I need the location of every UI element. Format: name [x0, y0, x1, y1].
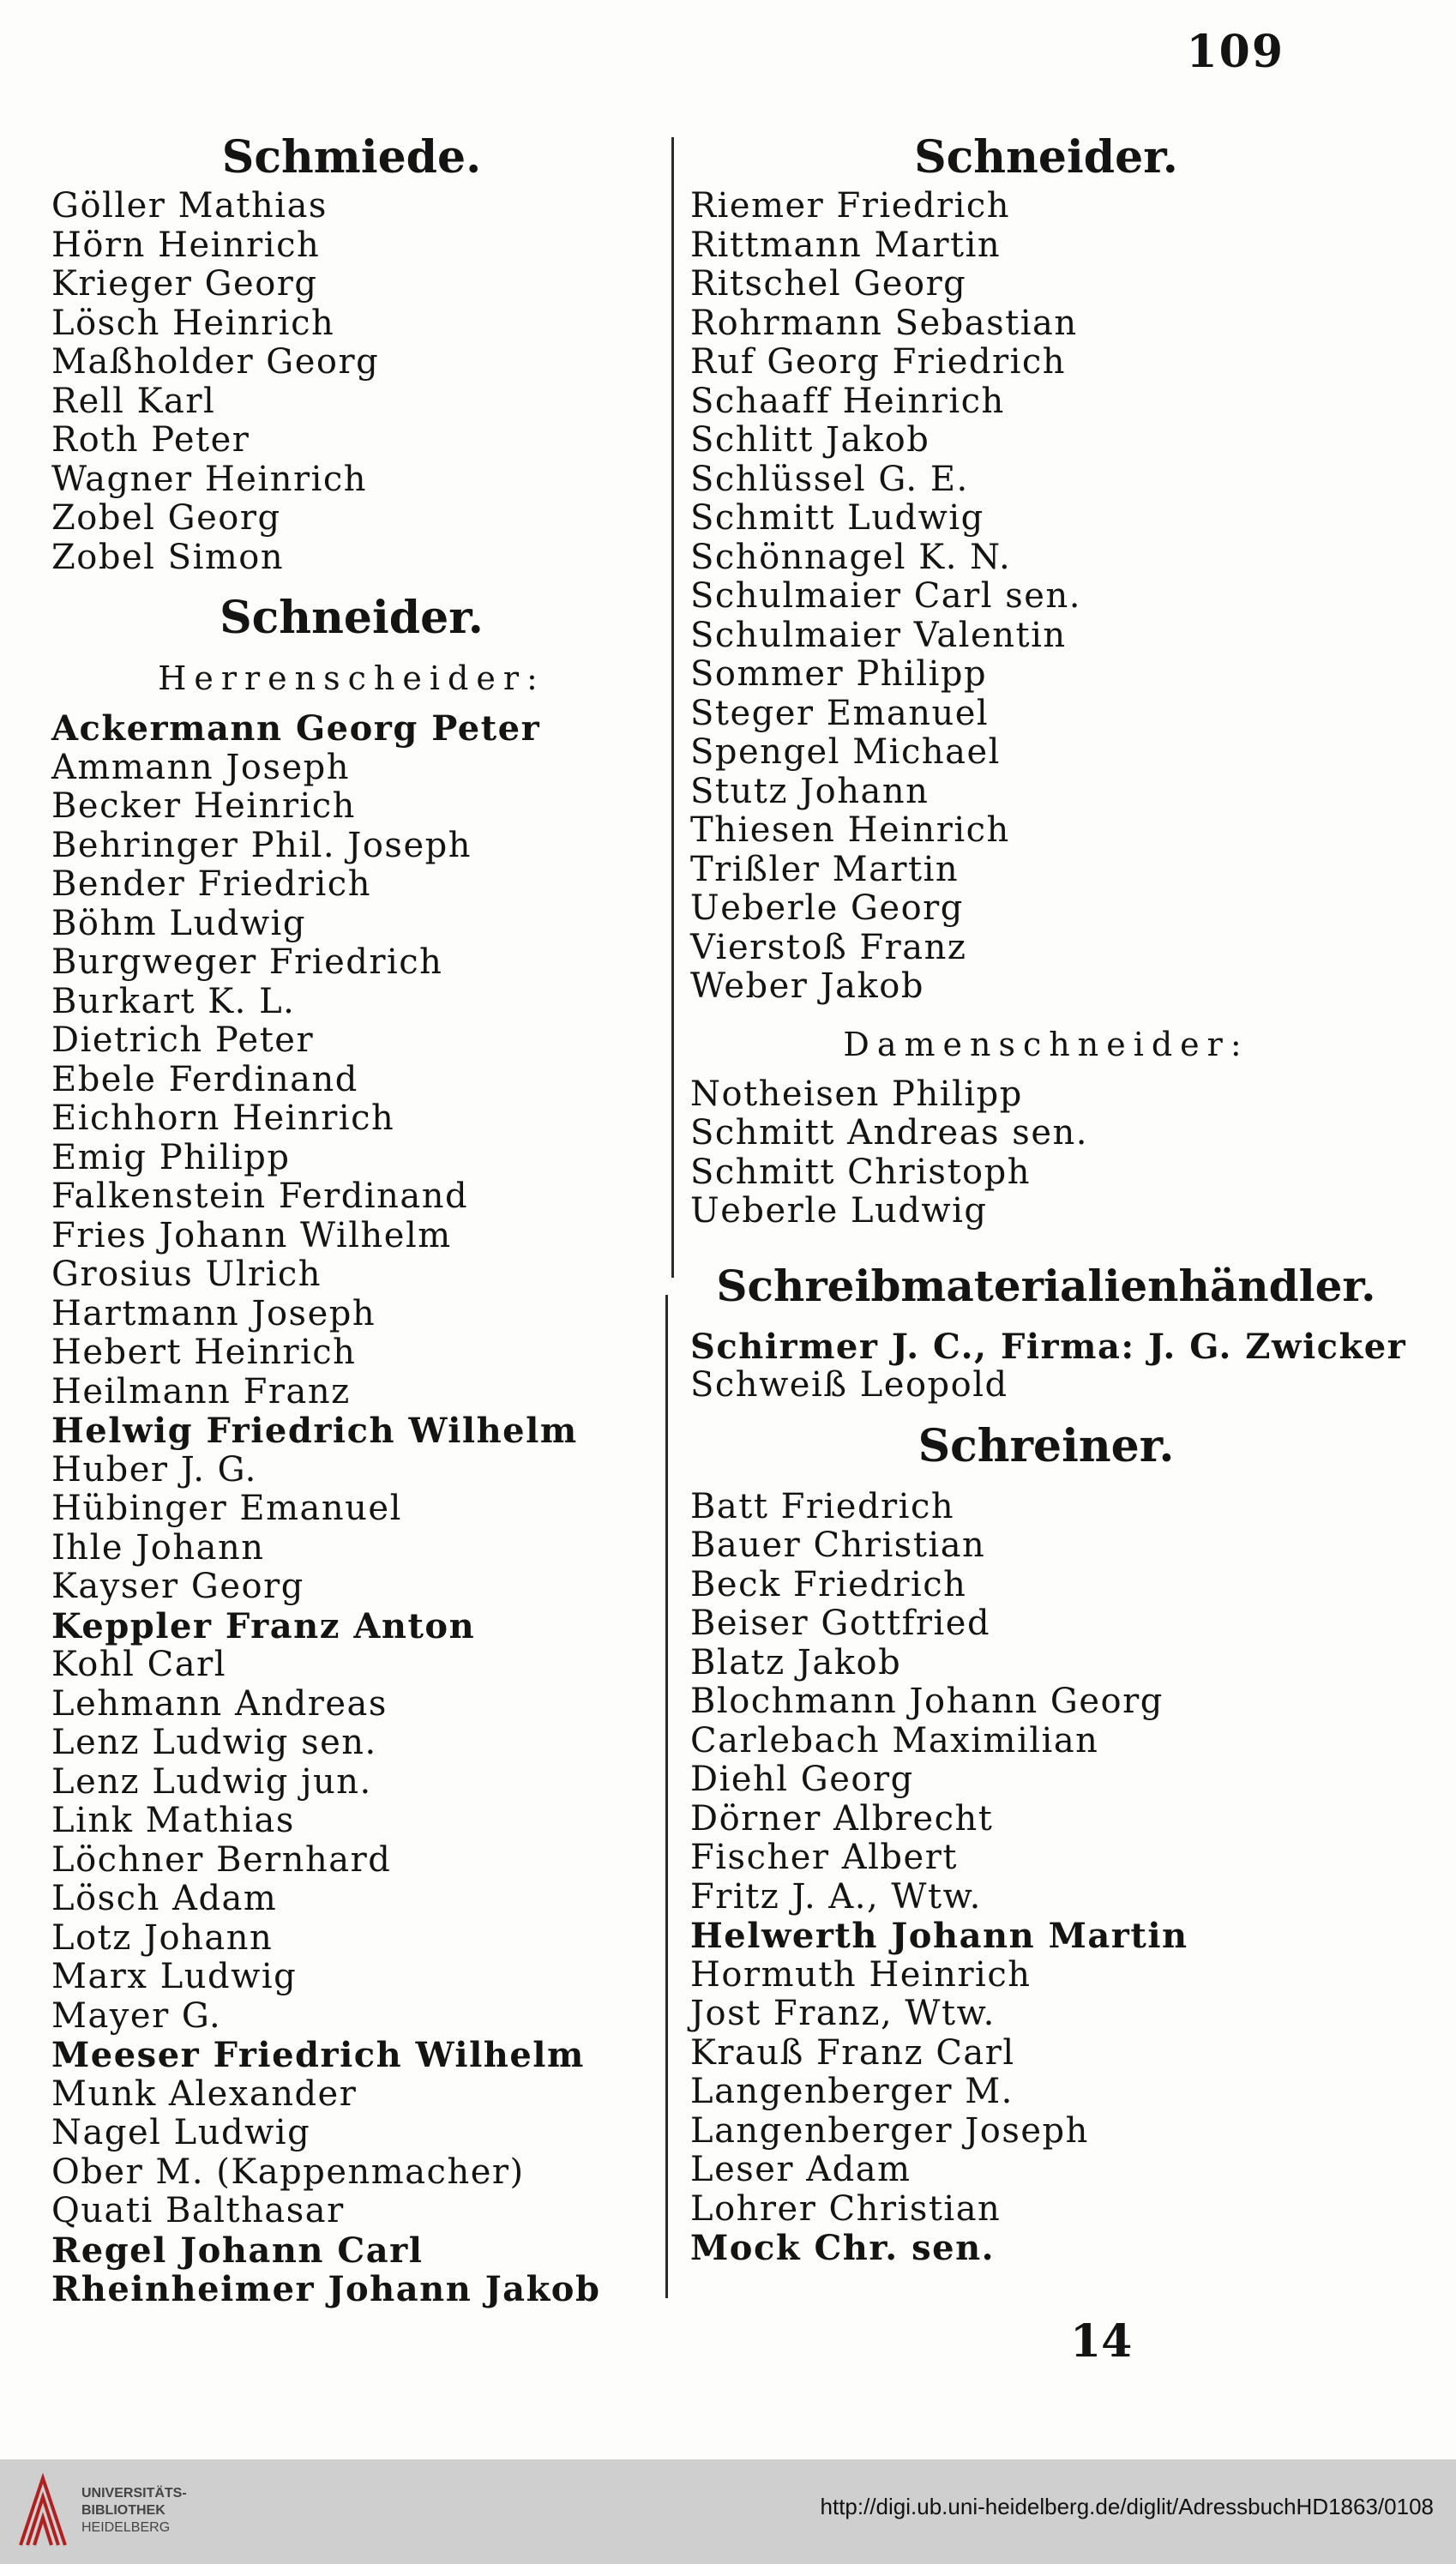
- directory-entry: Dietrich Peter: [51, 1020, 315, 1060]
- library-seal-icon: [15, 2471, 70, 2550]
- directory-entry: Meeser Friedrich Wilhelm: [51, 2035, 585, 2075]
- directory-entry: Wagner Heinrich: [51, 459, 368, 499]
- directory-entry: Ebele Ferdinand: [51, 1059, 358, 1099]
- directory-entry: Schlitt Jakob: [690, 420, 930, 460]
- directory-entry: Heilmann Franz: [51, 1371, 351, 1411]
- section-heading-schneider: Schneider.: [220, 592, 484, 644]
- directory-entry: Lotz Johann: [51, 1917, 274, 1958]
- column-divider-lower: [665, 1295, 668, 2298]
- left-column: [51, 129, 652, 2309]
- herrenscheider-list: [51, 709, 652, 2309]
- directory-entry: Carlebach Maximilian: [690, 1720, 1099, 1760]
- right-column: [690, 129, 1407, 2268]
- directory-entry: Beiser Gottfried: [690, 1604, 991, 1643]
- section-heading-schreibmaterialien: Schreibmaterialienhändler.: [716, 1260, 1376, 1311]
- directory-entry: Regel Johann Carl: [51, 2230, 424, 2271]
- library-logo-text: [81, 2485, 187, 2537]
- directory-entry: Schulmaier Carl sen.: [690, 576, 1081, 616]
- directory-entry: Lenz Ludwig jun.: [51, 1761, 372, 1802]
- schneider-list: [690, 187, 1402, 1007]
- schreiner-list: [690, 1488, 1402, 2268]
- directory-entry: Hormuth Heinrich: [690, 1954, 1032, 1995]
- directory-entry: Bender Friedrich: [51, 864, 371, 904]
- directory-entry: Lohrer Christian: [690, 2188, 1002, 2229]
- directory-entry: Burkart K. L.: [51, 981, 296, 1021]
- directory-entry: Nagel Ludwig: [51, 2113, 311, 2152]
- directory-entry: Schmitt Christoph: [690, 1152, 1031, 1192]
- directory-entry: Rittmann Martin: [690, 225, 1002, 265]
- directory-entry: Krieger Georg: [51, 264, 318, 304]
- directory-entry: Ritschel Georg: [690, 264, 967, 304]
- directory-entry: Fries Johann Wilhelm: [51, 1215, 452, 1255]
- directory-entry: Hörn Heinrich: [51, 225, 321, 265]
- directory-entry: Lenz Ludwig sen.: [51, 1723, 377, 1762]
- directory-entry: Helwerth Johann Martin: [690, 1916, 1188, 1956]
- schreibmaterialien-list: [690, 1326, 1407, 1405]
- directory-entry: Rell Karl: [51, 381, 216, 421]
- directory-entry: Trißler Martin: [690, 849, 960, 889]
- directory-entry: Schaaff Heinrich: [690, 381, 1005, 421]
- signature-number: 14: [1070, 2315, 1133, 2368]
- directory-entry: Ihle Johann: [51, 1527, 265, 1568]
- directory-entry: Vierstoß Franz: [690, 927, 967, 967]
- logo-line-2: BIBLIOTHEK: [81, 2503, 165, 2518]
- directory-entry: Falkenstein Ferdinand: [51, 1177, 469, 1216]
- directory-entry: Mayer G.: [51, 1995, 222, 2036]
- directory-entry: Notheisen Philipp: [690, 1074, 1023, 1114]
- directory-entry: Hebert Heinrich: [51, 1333, 357, 1372]
- directory-entry: Dörner Albrecht: [690, 1798, 994, 1839]
- directory-entry: Ueberle Georg: [690, 888, 964, 928]
- directory-entry: Marx Ludwig: [51, 1957, 298, 1996]
- directory-entry: Burgweger Friedrich: [51, 942, 443, 982]
- directory-entry: Diehl Georg: [690, 1760, 914, 1799]
- directory-entry: Langenberger M.: [690, 2072, 1014, 2111]
- schmiede-list: [51, 187, 652, 577]
- directory-entry: Lösch Adam: [51, 1879, 278, 1918]
- directory-entry: Link Mathias: [51, 1801, 295, 1840]
- directory-entry: Huber J. G.: [51, 1449, 257, 1490]
- directory-entry: Batt Friedrich: [690, 1486, 955, 1526]
- logo-line-3: HEIDELBERG: [81, 2520, 171, 2535]
- directory-entry: Steger Emanuel: [690, 693, 990, 733]
- page-number: 109: [1186, 26, 1285, 78]
- directory-entry: Zobel Simon: [51, 537, 285, 577]
- directory-entry: Fischer Albert: [690, 1838, 958, 1877]
- directory-entry: Jost Franz, Wtw.: [690, 1994, 996, 2033]
- section-heading-schmiede: Schmiede.: [221, 131, 482, 184]
- directory-entry: Schirmer J. C., Firma: J. G. Zwicker: [690, 1326, 1407, 1367]
- directory-entry: Sommer Philipp: [690, 654, 988, 694]
- directory-entry: Weber Jakob: [690, 966, 924, 1006]
- directory-entry: Keppler Franz Anton: [51, 1605, 476, 1646]
- directory-entry: Fritz J. A., Wtw.: [690, 1876, 982, 1917]
- directory-entry: Thiesen Heinrich: [690, 810, 1010, 850]
- directory-entry: Rohrmann Sebastian: [690, 303, 1078, 343]
- directory-entry: Stutz Johann: [690, 771, 930, 811]
- directory-entry: Schmitt Ludwig: [690, 498, 984, 538]
- directory-entry: Göller Mathias: [51, 186, 328, 226]
- logo-line-1: UNIVERSITÄTS-: [81, 2486, 187, 2501]
- directory-entry: Kayser Georg: [51, 1567, 304, 1606]
- directory-entry: Krauß Franz Carl: [690, 2032, 1015, 2073]
- directory-entry: Bauer Christian: [690, 1526, 986, 1565]
- subheading-herrenscheider: Herrenscheider:: [158, 659, 545, 697]
- directory-entry: Hartmann Joseph: [51, 1293, 376, 1333]
- directory-entry: Hübinger Emanuel: [51, 1489, 402, 1528]
- directory-entry: Böhm Ludwig: [51, 903, 306, 943]
- directory-entry: Langenberger Joseph: [690, 2110, 1089, 2151]
- directory-entry: Emig Philipp: [51, 1137, 291, 1177]
- directory-entry: Ammann Joseph: [51, 747, 351, 787]
- directory-entry: Blatz Jakob: [690, 1642, 902, 1682]
- directory-entry: Helwig Friedrich Wilhelm: [51, 1411, 578, 1451]
- directory-entry: Löchner Bernhard: [51, 1839, 392, 1880]
- directory-entry: Riemer Friedrich: [690, 186, 1011, 226]
- directory-entry: Schweiß Leopold: [690, 1365, 1008, 1405]
- directory-entry: Lösch Heinrich: [51, 303, 335, 343]
- directory-entry: Behringer Phil. Joseph: [51, 825, 472, 865]
- section-heading-schreiner: Schreiner.: [918, 1419, 1175, 1472]
- directory-entry: Ober M. (Kappenmacher): [51, 2152, 525, 2192]
- directory-entry: Grosius Ulrich: [51, 1255, 322, 1294]
- directory-entry: Zobel Georg: [51, 498, 281, 538]
- directory-entry: Blochmann Johann Georg: [690, 1682, 1164, 1721]
- directory-entry: Kohl Carl: [51, 1645, 227, 1684]
- directory-entry: Rheinheimer Johann Jakob: [51, 2269, 601, 2309]
- directory-entry: Beck Friedrich: [690, 1564, 967, 1604]
- directory-entry: Schönnagel K. N.: [690, 537, 1012, 577]
- directory-entry: Maßholder Georg: [51, 342, 380, 382]
- subheading-damenschneider: Damenschneider:: [843, 1025, 1249, 1063]
- directory-entry: Schlüssel G. E.: [690, 459, 969, 499]
- directory-entry: Roth Peter: [51, 420, 250, 460]
- directory-entry: Schulmaier Valentin: [690, 615, 1067, 655]
- directory-entry: Ueberle Ludwig: [690, 1191, 988, 1231]
- directory-entry: Ackermann Georg Peter: [51, 708, 541, 749]
- directory-entry: Ruf Georg Friedrich: [690, 342, 1067, 382]
- section-heading-schneider-cont: Schneider.: [914, 131, 1178, 184]
- directory-entry: Lehmann Andreas: [51, 1683, 388, 1724]
- column-divider: [671, 137, 674, 1278]
- directory-entry: Spengel Michael: [690, 732, 1001, 772]
- directory-entry: Munk Alexander: [51, 2073, 358, 2114]
- damenschneider-list: [690, 1075, 1402, 1231]
- directory-entry: Mock Chr. sen.: [690, 2228, 996, 2268]
- directory-entry: Becker Heinrich: [51, 786, 356, 826]
- directory-entry: Leser Adam: [690, 2150, 912, 2189]
- directory-entry: Eichhorn Heinrich: [51, 1098, 395, 1138]
- directory-entry: Schmitt Andreas sen.: [690, 1113, 1088, 1153]
- directory-entry: Quati Balthasar: [51, 2191, 345, 2230]
- source-url[interactable]: http://digi.ub.uni-heidelberg.de/diglit/AdressbuchHD1863/0108: [820, 2494, 1434, 2519]
